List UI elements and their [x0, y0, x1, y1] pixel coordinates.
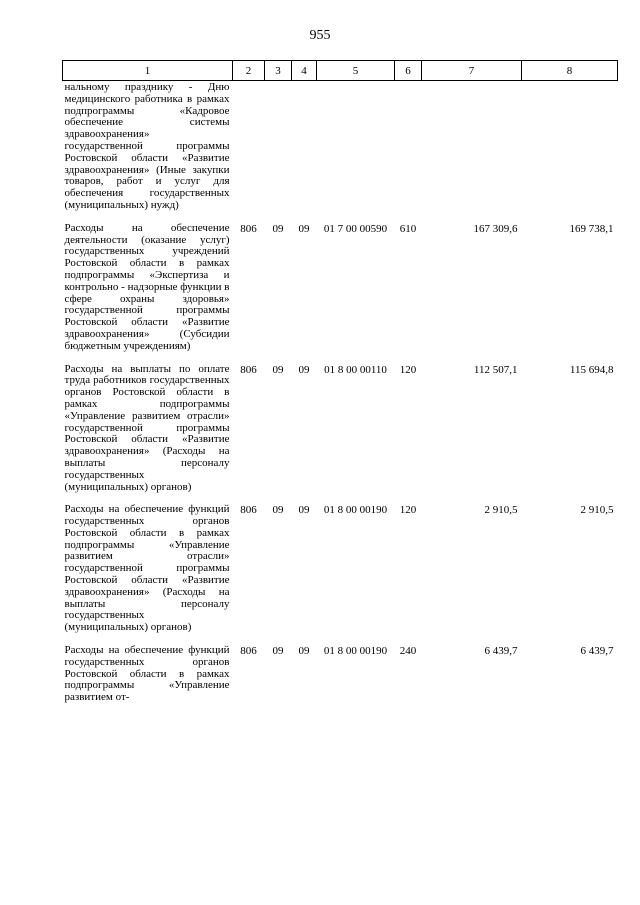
- cell-subsection: 09: [298, 645, 310, 658]
- cell-section: 09: [272, 363, 284, 376]
- cell-amount-1: 167 309,6: [473, 222, 518, 235]
- cell-target-article: 01 8 00 00190: [323, 504, 388, 517]
- row-description: Расходы на обеспечение функций государственных органов Ростовской области в рамках подпрограммы «Управление развитием от-: [64, 644, 230, 704]
- cell-section: 09: [272, 645, 284, 658]
- cell-section: 09: [272, 222, 284, 235]
- cell-section: 09: [272, 504, 284, 517]
- cell-amount-1: [422, 81, 522, 222]
- col-header-1: 1: [63, 61, 233, 81]
- cell-expense-type: 610: [399, 222, 417, 235]
- col-header-6: 6: [395, 61, 422, 81]
- budget-table: [62, 60, 618, 704]
- col-header-4: 4: [292, 61, 317, 81]
- cell-ministry: 806: [240, 363, 257, 376]
- header-row: [63, 61, 618, 81]
- cell-target-article: [317, 81, 395, 222]
- table-row: [63, 503, 618, 644]
- cell-ministry: 806: [240, 222, 257, 235]
- cell-amount-2: 6 439,7: [580, 645, 614, 658]
- table-row: [63, 363, 618, 504]
- col-header-3: 3: [265, 61, 292, 81]
- row-description: нальному празднику - Дню медицинского работника в рамках подпрограммы «Кадровое обеспечение системы здравоохранения» государственной программы Ростовской области «Развитие здравоохранения» (Иные закупки товаров, работ и услуг для обеспечения государственных (муниципальных) нужд): [64, 81, 230, 211]
- cell-amount-2: [522, 81, 618, 222]
- cell-amount-2: 169 738,1: [569, 222, 614, 235]
- col-header-7: 7: [422, 61, 522, 81]
- cell-amount-2: 2 910,5: [580, 504, 614, 517]
- cell-amount-2: 115 694,8: [569, 363, 614, 376]
- row-description: Расходы на обеспечение деятельности (оказание услуг) государственных учреждений Ростовской области в рамках подпрограммы «Экспертиза и контрольно - надзорные функции в сфере охраны здоровья» государственной программы Ростовской области «Развитие здравоохранения» (Субсидии бюджетным учреждениям): [64, 221, 230, 352]
- cell-expense-type: 240: [399, 645, 417, 658]
- cell-ministry: 806: [240, 645, 257, 658]
- cell-ministry: [233, 81, 265, 222]
- cell-expense-type: 120: [399, 504, 417, 517]
- cell-ministry: 806: [240, 504, 257, 517]
- cell-subsection: [292, 81, 317, 222]
- row-description: Расходы на выплаты по оплате труда работников государственных органов Ростовской области в рамках подпрограммы «Управление развитием отрасли» государственной программы Ростовской области «Развитие здравоохранения» (Расходы на выплаты персоналу государственных (муниципальных) органов): [64, 362, 230, 493]
- cell-amount-1: 112 507,1: [473, 363, 518, 376]
- row-description: Расходы на обеспечение функций государственных органов Ростовской области в рамках подпрограммы «Управление развитием отрасли» государственной программы Ростовской области «Развитие здравоохранения» (Расходы на выплаты персоналу государственных (муниципальных) органов): [64, 503, 230, 634]
- cell-amount-1: 6 439,7: [484, 645, 518, 658]
- cell-target-article: 01 8 00 00190: [323, 645, 388, 658]
- cell-target-article: 01 8 00 00110: [324, 363, 387, 376]
- cell-subsection: 09: [298, 363, 310, 376]
- page-number: 955: [309, 28, 331, 43]
- cell-expense-type: [395, 81, 422, 222]
- table-row: [63, 644, 618, 704]
- cell-section: [265, 81, 292, 222]
- table-row: [63, 81, 618, 222]
- col-header-5: 5: [317, 61, 395, 81]
- col-header-8: 8: [522, 61, 618, 81]
- cell-target-article: 01 7 00 00590: [323, 222, 388, 235]
- cell-expense-type: 120: [399, 363, 417, 376]
- cell-amount-1: 2 910,5: [484, 504, 518, 517]
- cell-subsection: 09: [298, 222, 310, 235]
- col-header-2: 2: [233, 61, 265, 81]
- cell-subsection: 09: [298, 504, 310, 517]
- table-row: [63, 222, 618, 363]
